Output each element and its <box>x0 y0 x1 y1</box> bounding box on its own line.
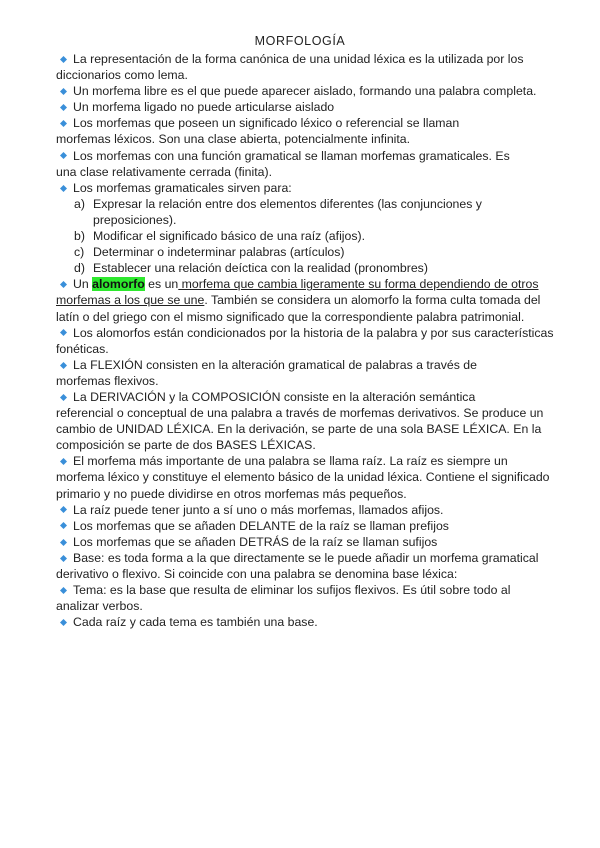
document-body <box>56 51 556 630</box>
diamond-bullet-icon <box>60 394 67 401</box>
paragraph: Los alomorfos están condicionados por la historia de la palabra y por sus características fonéticas. <box>56 325 554 356</box>
paragraph: La FLEXIÓN consisten en la alteración gramatical de palabras a través de morfemas flexivos. <box>56 357 477 388</box>
paragraph: Los morfemas que se añaden DELANTE de la raíz se llaman prefijos <box>56 518 556 534</box>
diamond-bullet-icon <box>60 152 67 159</box>
diamond-bullet-icon <box>60 281 67 288</box>
paragraph: El morfema más importante de una palabra se llama raíz. La raíz es siempre un morfema léxico y constituye el elemento básico de la unidad léxica. Contiene el significado primario y no puede dividirse en otros morfemas más pequeños. <box>56 454 550 501</box>
page-title: MORFOLOGÍA <box>254 34 346 48</box>
diamond-bullet-icon <box>60 104 67 111</box>
paragraph: Un morfema libre es el que puede aparecer aislado, formando una palabra completa. <box>56 83 556 99</box>
diamond-bullet-icon <box>60 539 67 546</box>
diamond-bullet-icon <box>60 120 67 127</box>
paragraph: Los morfemas con una función gramatical se llaman morfemas gramaticales. Es una clase relativamente cerrada (finita). <box>56 148 510 179</box>
paragraph: Los morfemas gramaticales sirven para: <box>56 180 556 196</box>
grammatical-functions-list <box>56 196 556 276</box>
paragraph: Los morfemas que poseen un significado léxico o referencial se llaman morfemas léxicos. Son una clase abierta, potencialmente infinita. <box>56 116 460 147</box>
list-item: d) Establecer una relación deíctica con la realidad (pronombres) <box>74 261 428 276</box>
list-item: b) Modificar el significado básico de una raíz (afijos). <box>74 229 366 244</box>
diamond-bullet-icon <box>60 458 67 465</box>
diamond-bullet-icon <box>60 587 67 594</box>
diamond-bullet-icon <box>60 522 67 529</box>
paragraph: Tema: es la base que resulta de eliminar los sufijos flexivos. Es útil sobre todo al analizar verbos. <box>56 583 511 614</box>
highlighted-term: alomorfo <box>92 277 145 292</box>
diamond-bullet-icon <box>60 362 67 369</box>
diamond-bullet-icon <box>60 329 67 336</box>
paragraph: Un morfema ligado no puede articularse aislado <box>56 99 556 115</box>
underlined-definition: morfema que cambia ligeramente su forma dependiendo de otros morfemas a los que se une <box>56 277 539 308</box>
diamond-bullet-icon <box>60 555 67 562</box>
list-item: c) Determinar o indeterminar palabras (artículos) <box>74 245 345 260</box>
list-item: a) Expresar la relación entre dos elementos diferentes (las conjunciones y preposiciones). <box>74 196 482 227</box>
paragraph: La representación de la forma canónica de una unidad léxica es la utilizada por los diccionarios como lema. <box>56 52 524 83</box>
paragraph: La raíz puede tener junto a sí uno o más morfemas, llamados afijos. <box>56 502 556 518</box>
paragraph: Base: es toda forma a la que directamente se le puede añadir un morfema gramatical derivativo o flexivo. Si coincide con una palabra se denomina base léxica: <box>56 550 539 581</box>
diamond-bullet-icon <box>60 56 67 63</box>
paragraph: Un alomorfo es un morfema que cambia ligeramente su forma dependiendo de otros morfemas a los que se une. También se considera un alomorfo la forma culta tomada del latín o del griego con el mismo significado que la correspondiente palabra patrimonial. <box>56 277 541 324</box>
paragraph: Cada raíz y cada tema es también una base. <box>56 614 556 630</box>
diamond-bullet-icon <box>60 506 67 513</box>
paragraph: La DERIVACIÓN y la COMPOSICIÓN consiste en la alteración semántica referencial o conceptual de una palabra a través de morfemas derivativos. Se produce un cambio de UNIDAD LÉXICA. En la derivación, se parte de una sola BASE LÉXICA. En la composición se parte de dos BASES LÉXICAS. <box>56 389 544 453</box>
diamond-bullet-icon <box>60 619 67 626</box>
diamond-bullet-icon <box>60 185 67 192</box>
diamond-bullet-icon <box>60 88 67 95</box>
paragraph: Los morfemas que se añaden DETRÁS de la raíz se llaman sufijos <box>56 534 556 550</box>
